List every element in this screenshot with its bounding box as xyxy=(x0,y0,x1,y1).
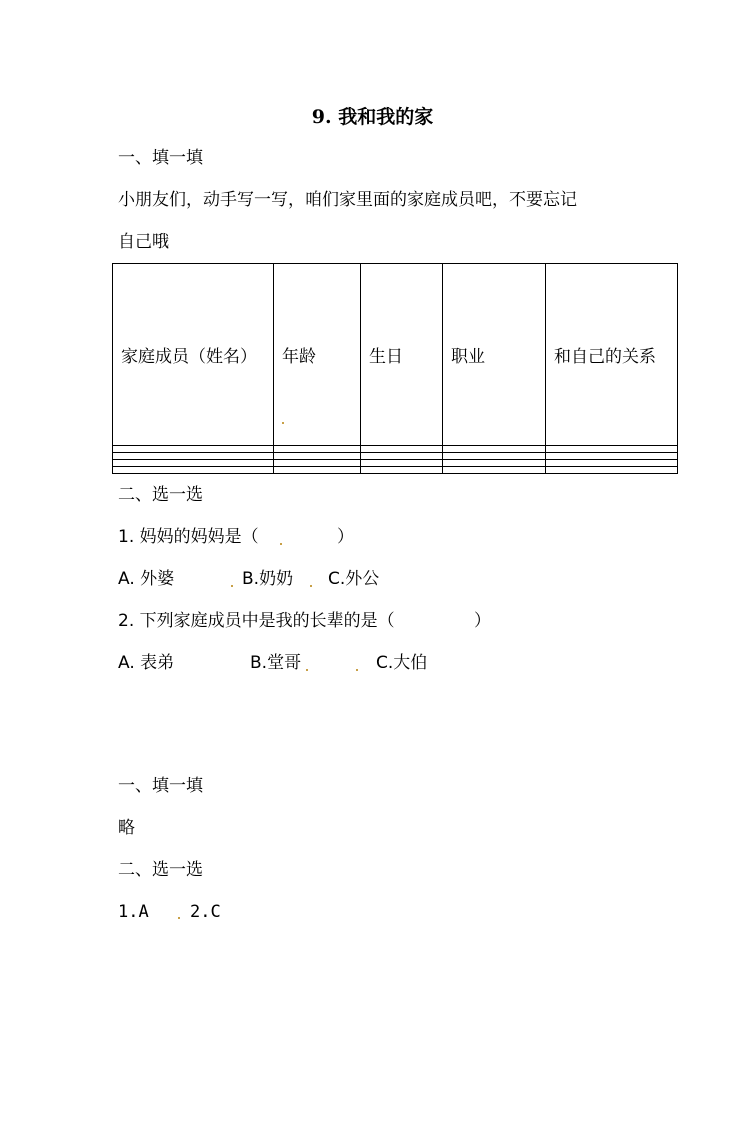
header-cell-relation: 和自己的关系 xyxy=(546,264,678,446)
table-cell[interactable] xyxy=(546,453,678,460)
table-row xyxy=(113,453,678,460)
section1-heading: 一、填一填 xyxy=(118,148,203,168)
table-cell[interactable] xyxy=(113,453,274,460)
header-cell-job: 职业 xyxy=(443,264,546,446)
table-cell[interactable] xyxy=(113,467,274,474)
table-cell[interactable] xyxy=(113,446,274,453)
table-row xyxy=(113,467,678,474)
table-cell[interactable] xyxy=(361,467,443,474)
question-1-option-b: B.奶奶 xyxy=(242,569,294,589)
question-2-option-a: A. 表弟 xyxy=(118,653,175,673)
table-cell[interactable] xyxy=(546,460,678,467)
question-1-option-a: A. 外婆 xyxy=(118,569,175,589)
table-cell[interactable] xyxy=(274,453,361,460)
table-cell[interactable] xyxy=(443,446,546,453)
table-cell[interactable] xyxy=(361,453,443,460)
question-2-close-paren: ） xyxy=(474,611,491,631)
speck-mark xyxy=(178,917,180,919)
header-cell-name: 家庭成员（姓名） xyxy=(113,264,274,446)
family-table xyxy=(112,263,678,474)
table-cell[interactable] xyxy=(443,453,546,460)
question-1-prompt: 1. 妈妈的妈妈是（ xyxy=(118,527,259,547)
table-cell[interactable] xyxy=(546,467,678,474)
answer-2: 2.C xyxy=(190,902,221,922)
question-2-prompt: 2. 下列家庭成员中是我的长辈的是（ xyxy=(118,611,395,631)
table-row xyxy=(113,446,678,453)
question-1-option-c: C.外公 xyxy=(328,569,380,589)
question-2-option-b: B.堂哥 xyxy=(250,653,302,673)
table-row xyxy=(113,460,678,467)
answer-1: 1.A xyxy=(118,902,149,922)
instruction-line-1: 小朋友们，动手写一写，咱们家里面的家庭成员吧，不要忘记 xyxy=(118,190,577,210)
speck-mark xyxy=(282,422,284,424)
table-cell[interactable] xyxy=(443,460,546,467)
table-cell[interactable] xyxy=(274,460,361,467)
answer-section2-heading: 二、选一选 xyxy=(118,860,203,880)
question-1-close-paren: ） xyxy=(337,527,354,547)
speck-mark xyxy=(356,669,358,671)
table-cell[interactable] xyxy=(274,467,361,474)
question-2-option-c: C.大伯 xyxy=(376,653,428,673)
header-cell-age: 年龄 xyxy=(274,264,361,446)
table-cell[interactable] xyxy=(274,446,361,453)
speck-mark xyxy=(231,585,233,587)
table-cell[interactable] xyxy=(361,460,443,467)
speck-mark xyxy=(306,669,308,671)
table-cell[interactable] xyxy=(546,446,678,453)
answer-section1-heading: 一、填一填 xyxy=(118,776,203,796)
answer-section1-text: 略 xyxy=(118,818,135,838)
header-cell-birthday: 生日 xyxy=(361,264,443,446)
page-title: 9. 我和我的家 xyxy=(311,106,434,128)
table-cell[interactable] xyxy=(361,446,443,453)
speck-mark xyxy=(280,543,282,545)
table-cell[interactable] xyxy=(443,467,546,474)
table-header-row xyxy=(113,264,678,446)
section2-heading: 二、选一选 xyxy=(118,485,203,505)
speck-mark xyxy=(310,585,312,587)
instruction-line-2: 自己哦 xyxy=(118,232,169,252)
table-cell[interactable] xyxy=(113,460,274,467)
